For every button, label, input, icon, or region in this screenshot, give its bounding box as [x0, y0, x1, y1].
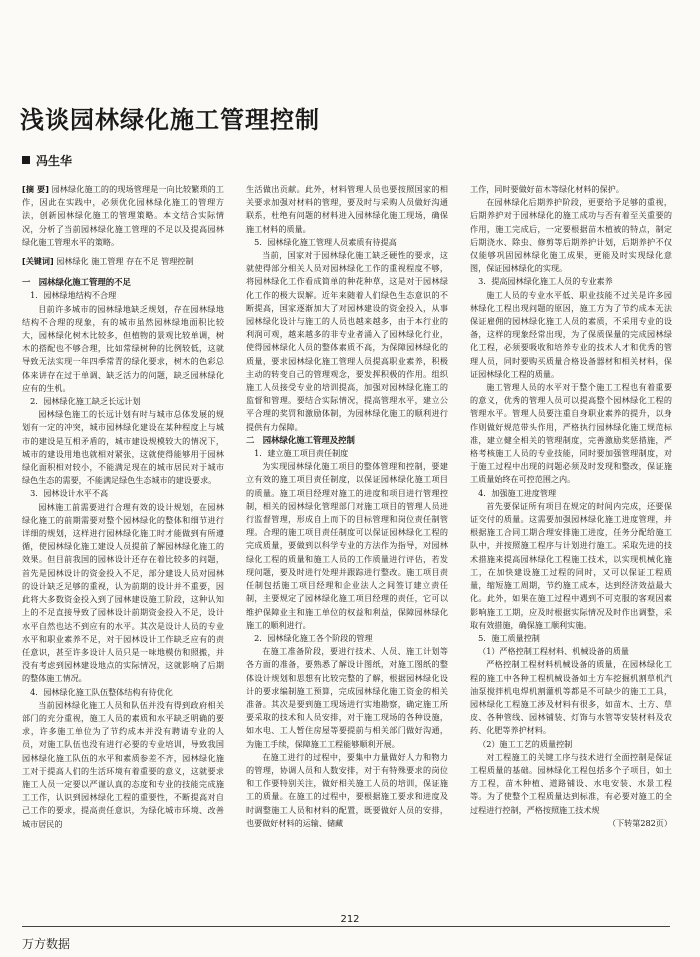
column-2: [246, 183, 448, 830]
body-paragraph: 工作，同时要做好苗木等绿化材料的保护。: [470, 184, 624, 194]
continued-note: （下转第282页）: [607, 817, 672, 828]
article-title: 浅谈园林绿化施工管理控制: [20, 106, 320, 134]
body-paragraph: 当前园林绿化施工人员和队伍并没有得到政府相关部门的充分重视，施工人员的素质和水平缺乏明确的要求，许多施工单位为了节约成本并没有聘请专业的人员，对施工队伍也没有进行必要的专业培训，导致我国园林绿化施工队伍的水平和素质参差不齐，园林绿化施工对于提高人们的生活环境有着重要的意义，这就要求施工人员一定要以严谨认真的态度和专业的技能完成施工工作，认识到园林绿化工程的重要性，不断提高对自己工作的要求，提高责任意识，为绿化城市环境、改善城市居民的: [22, 699, 224, 829]
abstract: [22, 183, 224, 249]
column-1: [22, 183, 224, 831]
body-paragraph: 生活做出贡献。此外，材料管理人员也要按照国家的相关要求加强对材料的管理，要及时与采购人员做好沟通联系，杜绝有问题的材料进入园林绿化施工现场，确保施工材料的质量。: [246, 184, 448, 234]
subsection-heading: 2．园林绿化施工缺乏长远计划: [30, 396, 141, 407]
subsection-heading: 3．园林设计水平不高: [30, 488, 109, 499]
body-paragraph: 施工人员的专业水平低、职业技能不过关是许多园林绿化工程出现问题的原因，施工方为了节约成本无法保证雇佣的园林绿化施工人员的素质，不采用专业的设备，这样的现象经常出现，为了保质保量的完成园林绿化工程，必须要吸收和培养专业的技术人才和优秀的管理人员，同时要购买质量合格设备器材和相关材料，保证园林绿化工程的质量。: [470, 289, 672, 379]
keywords: [22, 255, 224, 268]
body-paragraph: 为实现园林绿化施工项目的整体管理和控制，要建立有效的施工项目责任制度，以保证园林绿化施工项目的质量。施工项目经理对施工的进度和项目进行管理控制，相关的园林绿化管理部门对施工项目的管理人员进行监督管理，形成自上而下的目标管理和岗位责任制管理。合理的施工项目责任制度可以保证园林绿化工程的完成质量，要做到以科学专业的方法作为指导，对园林绿化工程的质量和施工人员的工作质量进行评估，若发现问题，要及时进行处理并跟踪进行整改。施工项目责任制包括施工项目经理和企业法人之间签订建立责任制，主要规定了园林绿化施工项目经理的责任，它可以维护保障业主和施工单位的权益和利益，保障园林绿化施工的顺利进行。: [246, 461, 448, 630]
keywords-text: 园林绿化 施工管理 存在不足 管理控制: [56, 256, 194, 267]
subsection-heading: 5．施工质量控制: [478, 632, 540, 643]
body-paragraph: 首先要保证所有项目在规定的时间内完成，还要保证交付的质量。这需要加强园林绿化施工进度管理，并根据施工合同工期合理安排施工进度，任务分配给施工队中，并按照施工程序与计划进行施工。采取先进的技术措施来提高园林绿化工程施工技术，以实现机械化施工，在加快建设施工过程的同时，又可以保证工程质量，缩短施工周期，节约施工成本，达到经济效益最大化。此外，如果在施工过程中遇到不可克服的客观因素影响施工工期，应及时根据实际情况及时作出调整，采取有效措施，确保施工顺利实施。: [470, 500, 672, 630]
subsection-heading: 2．园林绿化施工各个阶段的管理: [254, 632, 373, 643]
subsection-heading: 4．园林绿化施工队伍整体结构有待优化: [30, 686, 173, 697]
author-line: [22, 152, 72, 169]
body-paragraph: 当前，国家对于园林绿化施工缺乏硬性的要求，这就使得部分相关人员对园林绿化工作的重视程度不够，将园林绿化工作看成简单的种花种草，这是对于园林绿化工作的极大误解。近年来随着人们绿色生态意识的不断提高，国家逐渐加大了对园林建设的资金投入，从事园林绿化设计与施工的人员也越来越多，由于本行业的利润可观，越来越多的非专业者涌入了园林绿化行业，使得园林绿化人员的整体素质不高，为保障园林绿化的质量，要求园林绿化施工管理人员提高职业素养，积极主动的转变自己的管理观念，要发挥积极的作用。组织施工人员接受专业的培训提高，加强对园林绿化施工的监督和管理。要结合实际情况，提高管理水平，建立公平合理的奖罚和激励体制，为园林绿化施工的顺利进行提供有力保障。: [246, 250, 448, 432]
subsection-heading: （1）严格控制工程材料、机械设备的质量: [478, 646, 629, 657]
body-paragraph: 园林施工前需要进行合理有效的设计规划，在园林绿化施工的前期需要对整个园林绿化的整体和细节进行详细的规划，这样进行园林绿化施工时才能做到有所遵循，使园林绿化施工建设人员提前了解园林绿化施工的效果。但目前我国的园林设计还存在着比较多的问题，首先是园林设计的资金投入不足，部分建设人员对园林的设计缺乏足够的重视，认为前期的设计并不重要，因此将大多数资金投入到了园林建设施工阶段，这种认知上的不足直接导致了园林设计前期资金投入不足，设计水平自然也达不到应有的水平。其次是设计人员的专业水平和职业素养不足，对于园林设计工作缺乏应有的责任意识，甚至许多设计人员只是一味地模仿和照搬，并没有考虑到园林建设地点的实际情况，这就影响了后期的整体施工情况。: [22, 501, 224, 684]
subsection-heading: 3．提高园林绿化施工人员的专业素养: [478, 276, 613, 287]
subsection-heading: 1．建立施工项目责任制度: [254, 448, 349, 459]
abstract-label: [摘 要]: [22, 184, 49, 194]
section-heading: 一 园林绿化施工管理的不足: [22, 277, 131, 288]
page-number: 212: [340, 914, 360, 925]
abstract-text: 园林绿化施工的的现场管理是一向比较繁琐的工作，因此在实践中，必须优化园林绿化施工的管理方法，创新园林绿化施工的管理策略。本文结合实际情况，分析了当前园林绿化施工管理的不足以及提高园林绿化施工管理水平的策略。: [22, 184, 224, 247]
author-marker: [22, 156, 30, 164]
subsection-heading: 4．加强施工进度管理: [478, 487, 557, 498]
section-heading: 二 园林绿化施工管理及控制: [246, 434, 355, 445]
subsection-heading: 5．园林绿化施工管理人员素质有待提高: [254, 236, 397, 247]
body-paragraph: 对工程施工的关键工序与技术进行全面控制是保证工程质量的基础。园林绿化工程包括多个子项目，如土方工程，苗木种植、道路铺设、水电安装、水景工程等。为了使整个工程质量达到标准，有必要对施工的全过程进行控制，严格按照施工技术规: [470, 751, 672, 815]
body-paragraph: 在园林绿化后期养护阶段，更要给予足够的重视，后期养护对于园林绿化的施工成功与否有着至关重要的作用，施工完成后，一定要根据苗木植被的特点，制定后期浇水、除虫、修剪等后期养护计划，后期养护不仅仅能够巩固园林绿化施工成果，更能及时实现绿化意图，保证园林绿化的实现。: [470, 197, 672, 274]
footer-rule: [22, 926, 670, 927]
body-paragraph: 严格控制工程材料机械设备的质量，在园林绿化工程的施工中各种工程机械设备如土方车挖掘机割草机汽油泵搅拌机电焊机割灌机等都是不可缺少的施工工具，园林绿化工程施工涉及材料有很多，如苗木、土方、草皮、各种管线、园林铺装、灯饰与水管等安装材料及农药、化肥等养护材料。: [470, 659, 672, 736]
source-watermark: 万方数据: [22, 937, 71, 951]
column-1-body: [22, 276, 224, 831]
body-paragraph: 在施工准备阶段，要进行技术、人员、施工计划等各方面的准备，要熟悉了解设计图纸，对施工图纸的整体设计规划和思想有比较完整的了解，根据园林绿化设计的要求编制施工预算，完成园林绿化施工资金的相关准备。其次是要到施工现场进行实地勘察，确定施工所要采取的技术和人员安排，对于施工现场的各种设施，如水电、工人暂住房屋等要提前与相关部门做好沟通，为施工手续，保障施工工程能够顺利开展。: [246, 646, 448, 749]
author-name: 冯生华: [36, 154, 73, 168]
body-paragraph: 园林绿色施工的长远计划有时与城市总体发展的规划有一定的冲突，城市园林绿化建设在某种程度上与城市的建设是互相矛盾的，城市建设规模较大的情况下，城市的建设用地也就相对紧张，这就使得能够用于园林绿化面积相对较小，不能满足现在的城市居民对于城市绿色生态的需要，不能满足绿色生态城市的建设要求。: [22, 409, 224, 486]
body-paragraph: 施工管理人员的水平对于整个施工工程也有着重要的意义，优秀的管理人员可以提高整个园林绿化工程的管理水平。管理人员要注重自身职业素养的提升，以身作则做好规范带头作用，严格执行园林绿化施工规范标准，建立健全相关的管理制度，完善激励奖惩措施，严格考核施工人员的专业技能，同时要加强管理制度，对于施工过程中出现的问题必须及时发现和整改，保证施工质量始终在可控范围之内。: [470, 382, 672, 485]
body-paragraph: 目前许多城市的园林绿地缺乏规划，存在园林绿地结构不合理的现象，有的城市虽然园林绿地面积比较大，园林绿化树木比较多，但植物的景观比较单调，树木的搭配也不够合理，比如常绿树种的比例较低，这就导致无法实现一年四季常青的绿化要求，树木的色彩总体来讲存在过于单调、缺乏活力的问题，缺乏园林绿化应有的生机。: [22, 303, 224, 393]
body-paragraph: 在施工进行的过程中，要集中力量做好人力和物力的管理，协调人员和人数安排，对于有特殊要求的岗位和工作要特别关注，做好相关施工人员的培训，保证施工的质量。在施工的过程中，要根据施工要求和进度及时调整施工人员和材料的配置，既要做好人员的安排，也要做好材料的运输、储藏: [246, 751, 448, 828]
keywords-label: [关键词]: [22, 256, 54, 267]
subsection-heading: （2）施工工艺的质量控制: [478, 738, 573, 749]
column-3: [470, 183, 672, 830]
subsection-heading: 1．园林绿地结构不合理: [30, 290, 117, 301]
